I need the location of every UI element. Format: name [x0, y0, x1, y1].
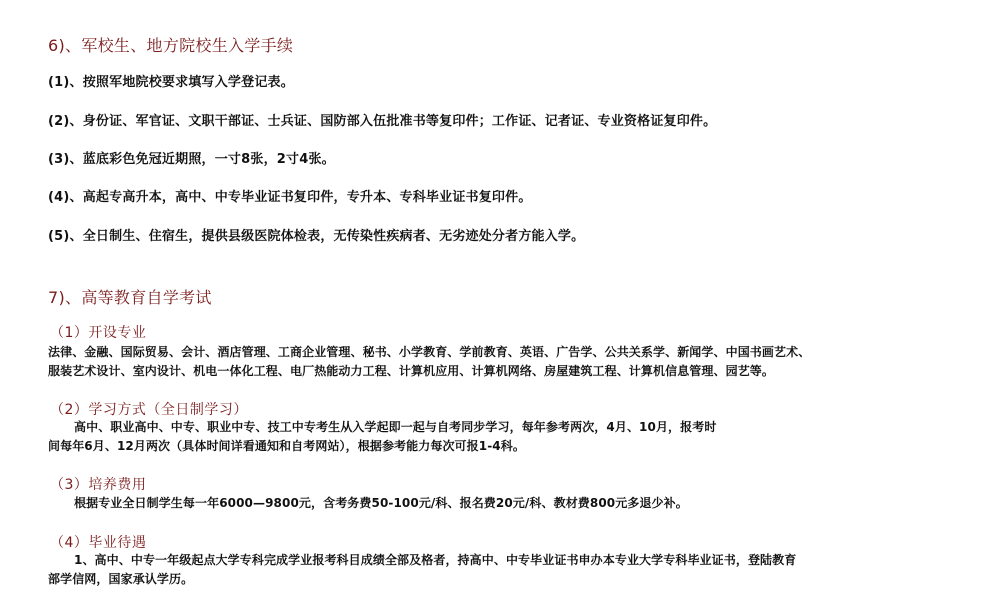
section-6-item-2: (2)、身份证、军官证、文职干部证、士兵证、国防部入伍批准书等复印件；工作证、记者证、专业资格证复印件。 [48, 114, 717, 129]
fees-heading: （3）培养费用 [50, 477, 147, 493]
graduation-heading: （4）毕业待遇 [50, 535, 147, 551]
majors-heading: （1）开设专业 [50, 325, 147, 341]
majors-line-2: 服装艺术设计、室内设计、机电一体化工程、电厂热能动力工程、计算机应用、计算机网络、房屋建筑工程、计算机信息管理、园艺等。 [48, 364, 775, 378]
study-mode-line-1: 高中、职业高中、中专、职业中专、技工中专考生从入学起即一起与自考同步学习，每年参考两次，4月、10月，报考时 [74, 420, 717, 434]
section-6-item-4: (4)、高起专高升本，高中、中专毕业证书复印件，专升本、专科毕业证书复印件。 [48, 190, 532, 205]
majors-line-1: 法律、金融、国际贸易、会计、酒店管理、工商企业管理、秘书、小学教育、学前教育、英语、广告学、公共关系学、新闻学、中国书画艺术、 [48, 345, 811, 359]
study-mode-line-2: 间每年6月、12月两次（具体时间详看通知和自考网站），根据参考能力每次可报1-4科。 [48, 439, 525, 453]
graduation-line-1: 1、高中、中专一年级起点大学专科完成学业报考科目成绩全部及格者，持高中、中专毕业证书申办本专业大学专科毕业证书，登陆教育 [74, 553, 797, 567]
section-6-item-5: (5)、全日制生、住宿生，提供县级医院体检表，无传染性疾病者、无劣迹处分者方能入学。 [48, 229, 585, 244]
study-mode-heading: （2）学习方式（全日制学习） [50, 402, 248, 418]
section-7-title: 7)、高等教育自学考试 [48, 288, 212, 307]
section-6-item-3: (3)、蓝底彩色免冠近期照，一寸8张，2寸4张。 [48, 152, 335, 167]
section-6-item-1: (1)、按照军地院校要求填写入学登记表。 [48, 75, 294, 90]
section-6-title: 6)、军校生、地方院校生入学手续 [48, 36, 294, 55]
fees-line-1: 根据专业全日制学生每一年6000—9800元，含考务费50-100元/科、报名费20元/科、教材费800元多退少补。 [74, 496, 688, 510]
graduation-line-2: 部学信网，国家承认学历。 [48, 572, 194, 586]
